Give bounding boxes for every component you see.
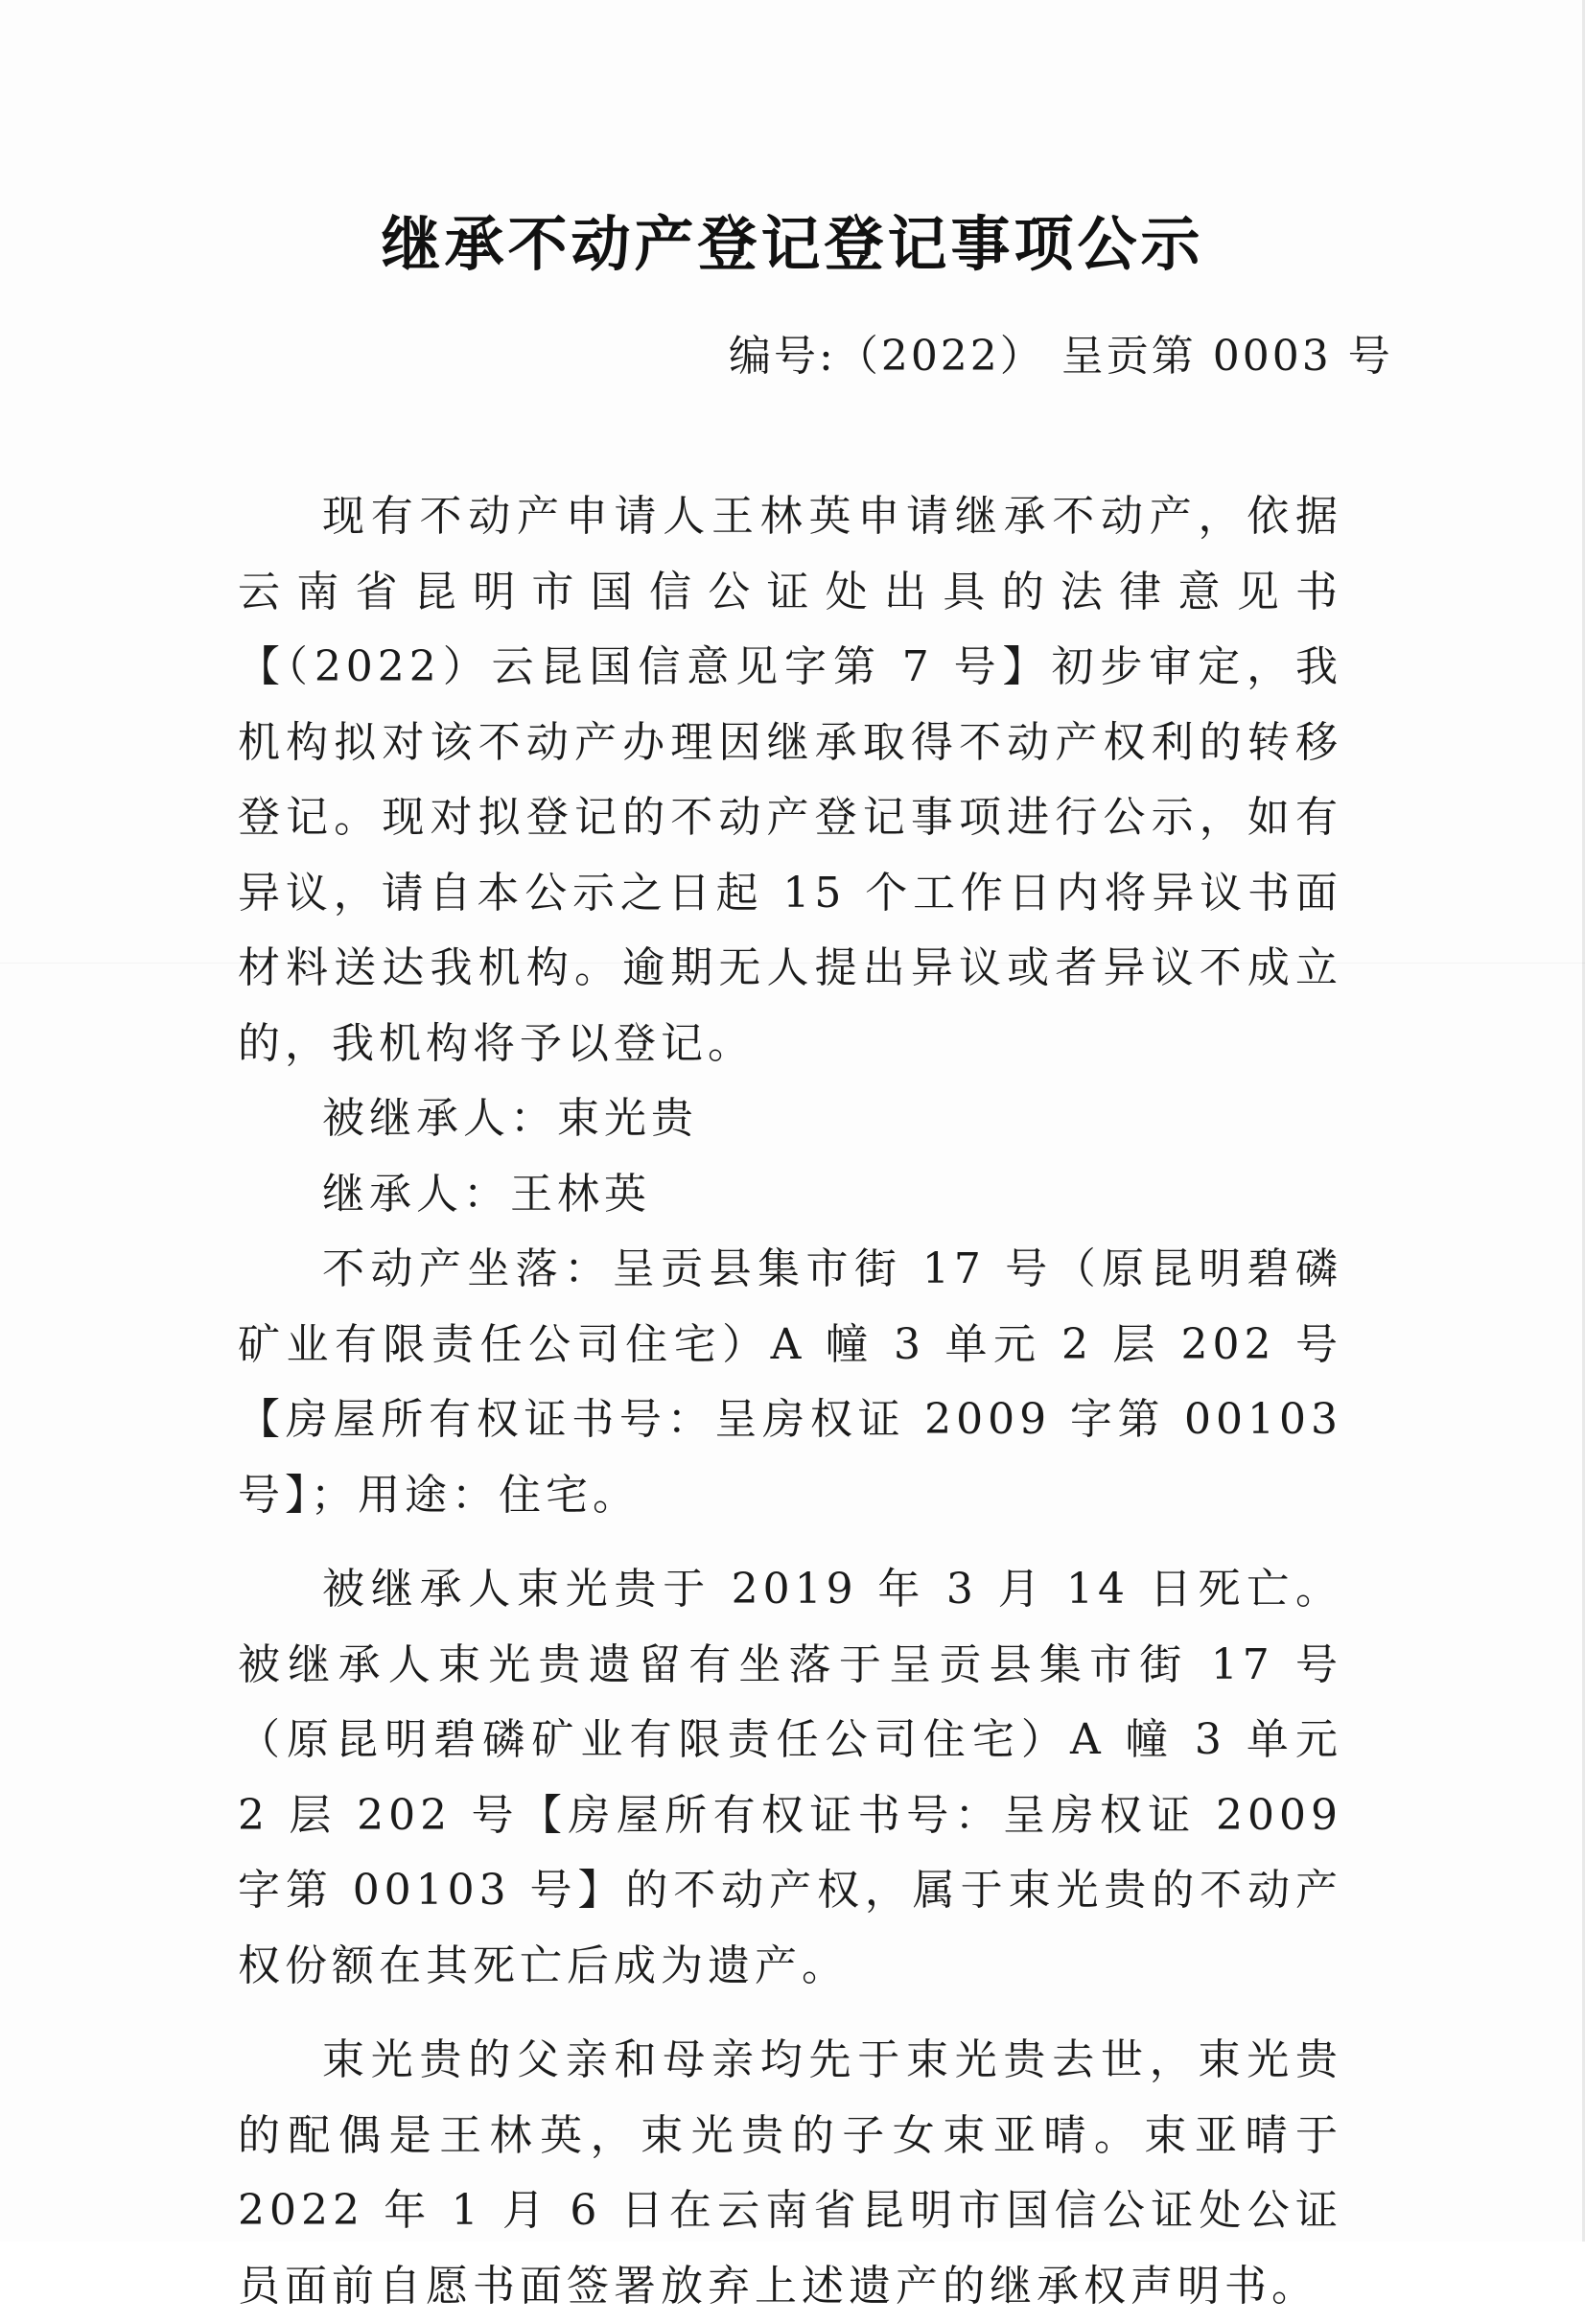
document-body: [238, 479, 1342, 2324]
paragraph-decedent: 被继承人：束光贵: [322, 1094, 698, 1143]
paragraph-heir: 继承人：王林英: [322, 1169, 651, 1219]
paragraph-notice: 现有不动产申请人王林英申请继承不动产，依据云南省昆明市国信公证处出具的法律意见书【（2022）云昆国信意见字第 7 号】初步审定，我机构拟对该不动产办理因继承取得不动产权利的转移登记。现对拟登记的不动产登记事项进行公示，如有异议，请自本公示之日起 15 个工作日内将异议书面材料送达我机构。逾期无人提出异议或者异议不成立的，我机构将予以登记。: [238, 492, 1342, 1068]
document-title: 继承不动产登记登记事项公示: [381, 209, 1204, 279]
paragraph-family-and-renunciation: 束光贵的父亲和母亲均先于束光贵去世，束光贵的配偶是王林英，束光贵的子女束亚晴。束亚晴于 2022 年 1 月 6 日在云南省昆明市国信公证处公证员面前自愿书面签署放弃上述遗产的继承权声明书。: [238, 2035, 1342, 2311]
paragraph-property-location: 不动产坐落：呈贡县集市街 17 号（原昆明碧磷矿业有限责任公司住宅）A 幢 3 单元 2 层 202 号【房屋所有权证书号：呈房权证 2009 字第 00103 号】；用途：住宅。: [238, 1244, 1342, 1520]
paragraph-death-and-estate: 被继承人束光贵于 2019 年 3 月 14 日死亡。被继承人束光贵遗留有坐落于呈贡县集市街 17 号（原昆明碧磷矿业有限责任公司住宅）A 幢 3 单元 2 层 202 号【房屋所有权证书号：呈房权证 2009 字第 00103 号】的不动产权，属于束光贵的不动产权份额在其死亡后成为遗产。: [238, 1565, 1342, 1990]
document-number: 编号:（2022） 呈贡第 0003 号: [729, 332, 1393, 381]
